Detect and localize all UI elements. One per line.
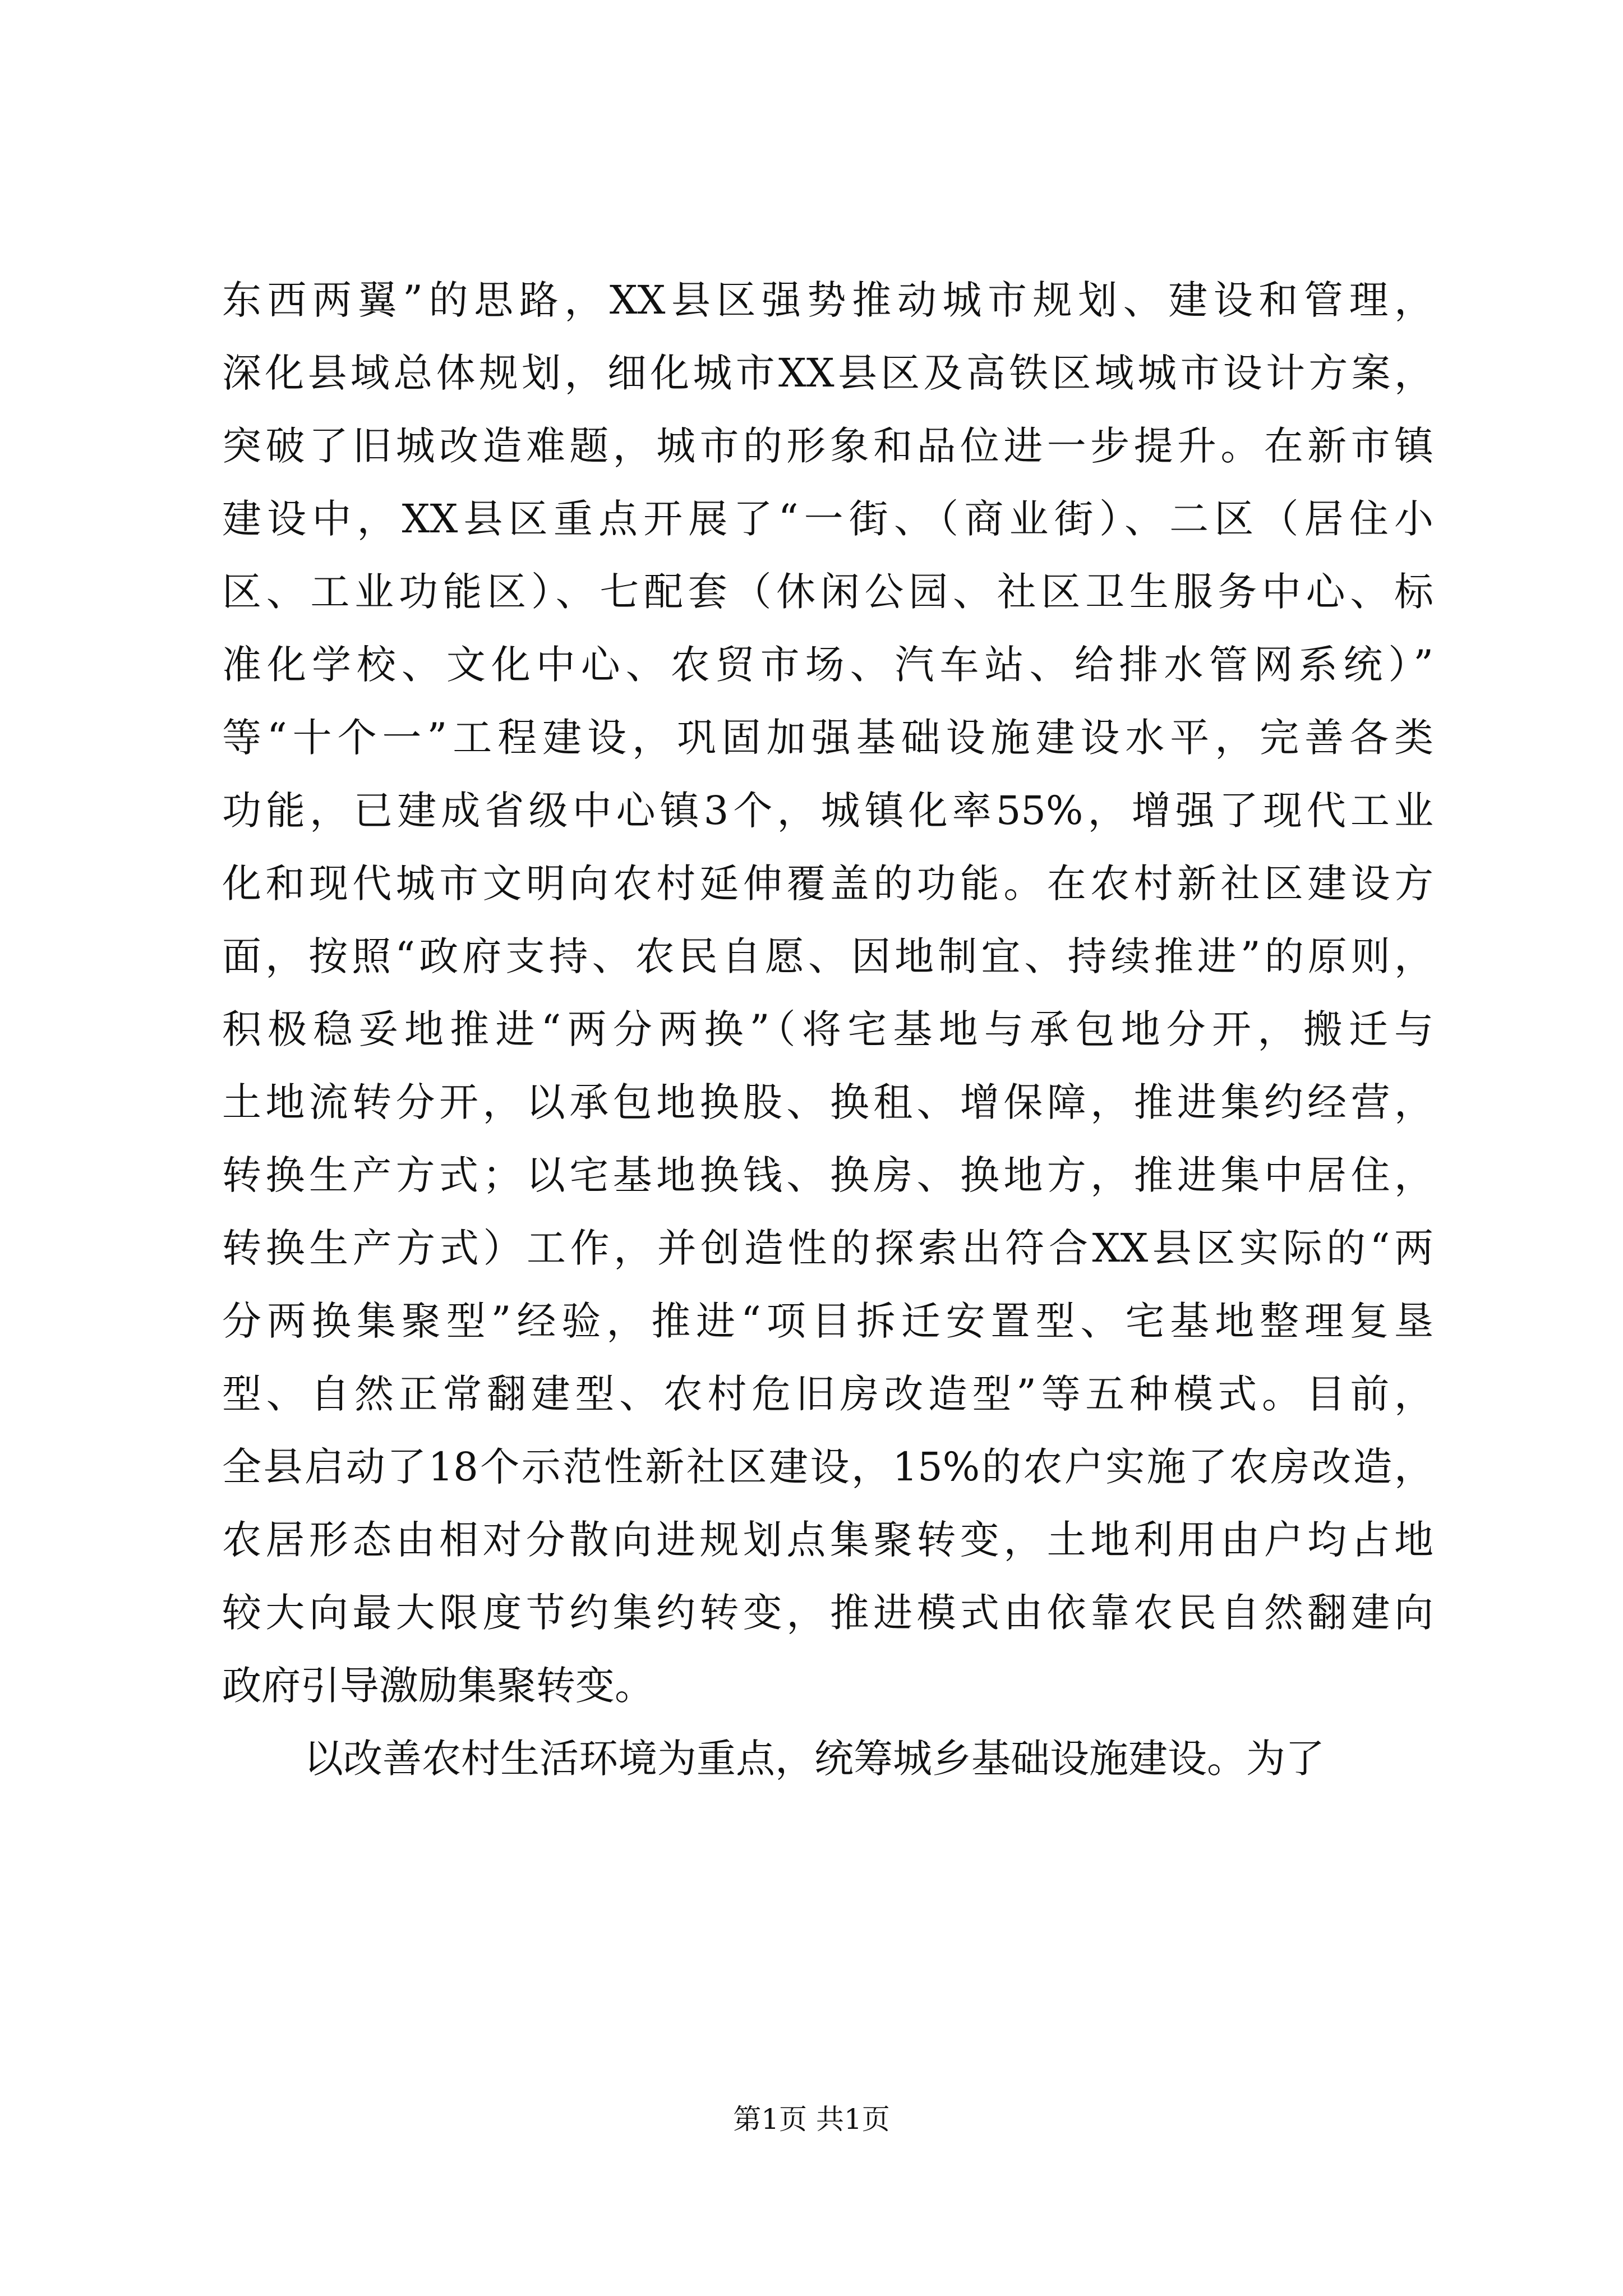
text-line: 土地流转分开，以承包地换股、换租、增保障，推进集约经营， [222, 1079, 1433, 1125]
text-line: 区、工业功能区）、七配套（休闲公园、社区卫生服务中心、标 [222, 569, 1433, 615]
text-line: 突破了旧城改造难题，城市的形象和品位进一步提升。在新市镇 [222, 423, 1433, 469]
page-number: 第1页 共1页 [733, 2103, 890, 2136]
paragraph-2-first-line: 以改善农村生活环境为重点，统筹城乡基础设施建设。为了 [304, 1736, 1325, 1782]
text-line: 农居形态由相对分散向进规划点集聚转变，土地利用由户均占地 [222, 1517, 1433, 1563]
text-line: 建设中，XX县区重点开展了“一街、（商业街）、二区（居住小 [222, 496, 1433, 542]
text-line: 等“十个一”工程建设，巩固加强基础设施建设水平，完善各类 [222, 715, 1433, 761]
body-text [222, 264, 1433, 1795]
text-line: 分两换集聚型”经验，推进“项目拆迁安置型、宅基地整理复垦 [222, 1298, 1433, 1344]
text-line: 转换生产方式；以宅基地换钱、换房、换地方，推进集中居住， [222, 1152, 1433, 1198]
text-line: 深化县域总体规划，细化城市XX县区及高铁区域城市设计方案， [222, 350, 1433, 396]
text-line: 较大向最大限度节约集约转变，推进模式由依靠农民自然翻建向 [222, 1590, 1433, 1636]
page-footer [0, 2102, 1623, 2136]
text-line: 型、自然正常翻建型、农村危旧房改造型”等五种模式。目前， [222, 1371, 1433, 1417]
text-line: 化和现代城市文明向农村延伸覆盖的功能。在农村新社区建设方 [222, 861, 1433, 907]
text-line: 全县启动了18个示范性新社区建设，15%的农户实施了农房改造， [222, 1444, 1433, 1490]
text-line: 面，按照“政府支持、农民自愿、因地制宜、持续推进”的原则， [222, 933, 1433, 979]
text-line: 准化学校、文化中心、农贸市场、汽车站、给排水管网系统）” [222, 642, 1433, 688]
text-line: 转换生产方式）工作，并创造性的探索出符合XX县区实际的“两 [222, 1225, 1433, 1271]
text-line: 政府引导激励集聚转变。 [222, 1663, 654, 1709]
text-line: 东西两翼”的思路，XX县区强势推动城市规划、建设和管理， [222, 277, 1433, 323]
text-line: 积极稳妥地推进“两分两换”（将宅基地与承包地分开，搬迁与 [222, 1006, 1433, 1052]
text-line: 功能，已建成省级中心镇3个，城镇化率55%，增强了现代工业 [222, 788, 1433, 834]
